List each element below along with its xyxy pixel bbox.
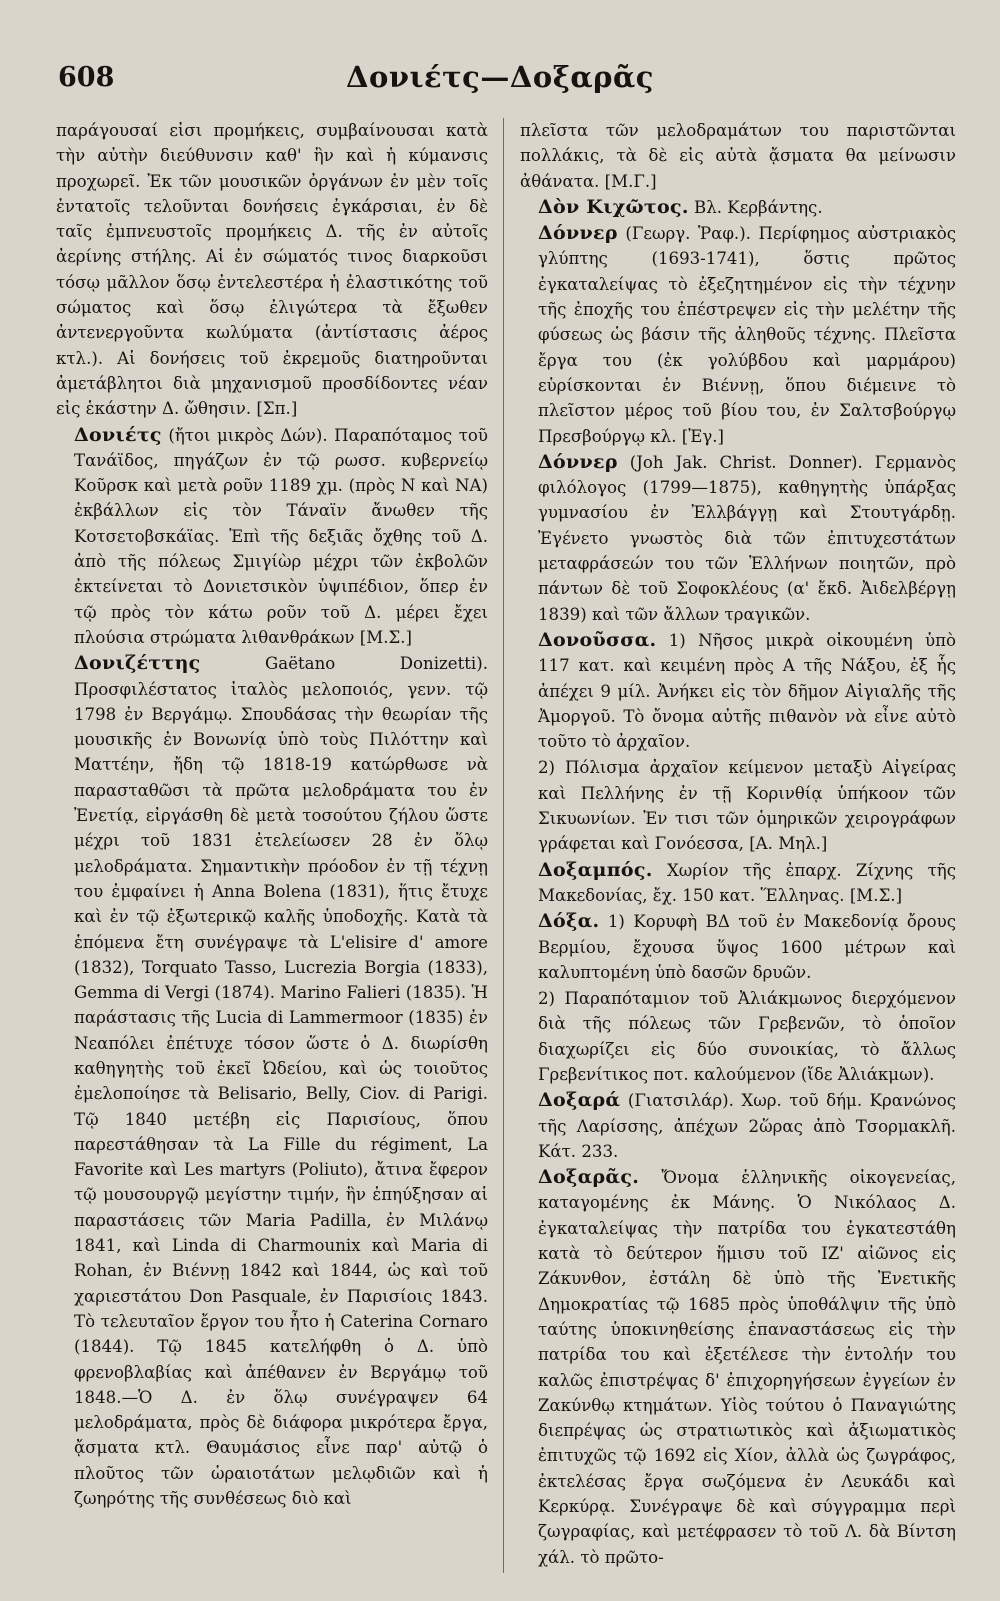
headword: Δὸν Κιχῶτος.: [538, 195, 689, 218]
entry-text: παράγουσαί εἰσι προμήκεις, συμβαίνουσαι κατὰ τὴν αὐτὴν διεύθυνσιν καθ' ἣν καὶ ἡ κύμανσις προχωρεῖ. Ἐκ τῶν μουσικῶν ὀργάνων ἐν μὲν τοῖς ἐντατοῖς τελοῦνται δονήσεις ἐγκάρσιαι, ἐν δὲ ταῖς ἐμπνευστοῖς προμήκεις Δ. τῆς ἐν αὐτοῖς ἀερίνης στήλης. Αἱ ἐν σώματός τινος διαρκοῦσι τόσῳ μᾶλλον ὅσῳ ἐντελεστέρα ἡ ἐλαστικότης τοῦ σώματος καὶ ὅσῳ ἐλιγώτερα τὰ ἔξωθεν ἀντενεργοῦντα κωλύματα (ἀντίστασις ἀέρος κτλ.). Αἱ δονήσεις τοῦ ἐκρεμοῦς διατηροῦνται ἀμετάβλητοι διὰ μηχανισμοῦ προσδίδοντες νέαν εἰς ἑκάστην Δ. ὤθησιν. [Σπ.]: [56, 121, 488, 419]
entry-don-quixote: [520, 195, 956, 220]
column-divider: [503, 118, 504, 1573]
entry-text: (Γιατσιλάρ). Χωρ. τοῦ δήμ. Κρανώνος τῆς Λαρίσσης, ἀπέχων 2ὥρας ἀπὸ Τσορμακλῆ. Κάτ. 233.: [538, 1091, 956, 1161]
headword: Δόννερ: [538, 450, 618, 473]
headword: Δοξαμπός.: [538, 858, 653, 881]
entry-text: Gaëtano Donizetti). Προσφιλέστατος ἰταλὸς μελοποιός, γενν. τῷ 1798 ἐν Βεργάμῳ. Σπουδάσας τὴν θεωρίαν τῆς μουσικῆς ἐν Βονωνίᾳ ὑπὸ τοὺς Πιλόττην καὶ Ματτέην, ἤδη τῷ 1818-19 κατώρθωσε νὰ παρασταθῶσι τὰ πρῶτα μελοδράματα του ἐν Ἐνετίᾳ, εἰργάσθη δὲ μετὰ τοσούτου ζήλου ὥστε μέχρι τοῦ 1831 ἐτελείωσεν 28 ἐν ὅλῳ μελοδράματα. Σημαντικὴν πρόοδον ἐν τῇ τέχνῃ του ἐμφαίνει ἡ Anna Bolena (1831), ἥτις ἔτυχε καὶ ἐν τῷ ἐξωτερικῷ καλῆς ὑποδοχῆς. Κατὰ τὰ ἑπόμενα ἔτη συνέγραψε τὰ L'elisire d' amore (1832), Torquato Tasso, Lucrezia Borgia (1833), Gemma di Vergi (1874). Marino Falieri (1835). Ἡ παράστασις τῆς Lucia di Lammermoor (1835) ἐν Νεαπόλει ἐπέτυχε τόσον ὥστε ὁ Δ. διωρίσθη καθηγητὴς τοῦ ἐκεῖ Ὠδείου, καὶ ὡς τοιοῦτος ἐμελοποίησε τὰ Belisario, Belly, Ciov. di Parigi. Τῷ 1840 μετέβη εἰς Παρισίους, ὅπου παρεστάθησαν τὰ La Fille du régiment, La Favorite καὶ Les martyrs (Poliuto), ἄτινα ἔφερον τῷ μουσουργῷ μεγίστην τιμήν, ἣν ἐπηύξησαν αἱ παραστάσεις τῶν Maria Padilla, ἐν Μιλάνῳ 1841, καὶ Linda di Charmounix καὶ Maria di Rohan, ἐν Βιέννῃ 1842 καὶ 1844, ὡς καὶ τοῦ χαριεστάτου Don Pasquale, ἐν Παρισίοις 1843. Τὸ τελευταῖον ἔργον του ἦτο ἡ Caterina Cornaro (1844). Τῷ 1845 κατελήφθη ὁ Δ. ὑπὸ φρενοβλαβίας καὶ ἀπέθανεν ἐν Βεργάμῳ τοῦ 1848.—Ὁ Δ. ἐν ὅλῳ συνέγραψεν 64 μελοδράματα, πρὸς δὲ διάφορα μικρότερα ἔργα, ᾄσματα κτλ. Θαυμάσιος εἶνε παρ' αὐτῷ ὁ πλοῦτος τῶν ὡραιοτάτων μελῳδιῶν καὶ ἡ ζωηρότης τῆς συνθέσεως διὸ καὶ: [74, 654, 488, 1509]
entry-continuation: [56, 118, 488, 422]
headword: Δονιζέττης: [74, 652, 201, 675]
headword: Δόξα.: [538, 910, 600, 933]
entry-text: (ἤτοι μικρὸς Δών). Παραπόταμος τοῦ Τανάϊδος, πηγάζων ἐν τῷ ρωσσ. κυβερνείῳ Κοῦρσκ καὶ μετὰ ροῦν 1189 χμ. (πρὸς Ν καὶ ΝΑ) ἐκβάλλων εἰς τὸν Τάναϊν ἄνωθεν τῆς Κοτσετοβσκάϊας. Ἐπὶ τῆς δεξιᾶς ὄχθης τοῦ Δ. ἀπὸ τῆς πόλεως Σμιγίὼρ μέχρι τῶν ἐκβολῶν ἐκτείνεται τὸ Δονιετσικὸν ὑψιπέδιον, ὅπερ ἐν τῷ πρὸς τὸν κάτω ροῦν τοῦ Δ. μέρει ἔχει πλούσια στρώματα λιθανθράκων [Μ.Σ.]: [74, 425, 488, 647]
headword: Δοξαρᾶς.: [538, 1166, 640, 1189]
entry-text: πλεῖστα τῶν μελοδραμάτων του παριστῶνται πολλάκις, τὰ δὲ εἰς αὐτὰ ᾄσματα θα μείνωσιν ἀθάνατα. [Μ.Γ.]: [520, 121, 956, 191]
entry-text: 1) Κορυφὴ ΒΔ τοῦ ἐν Μακεδονίᾳ ὄρους Βερμίου, ἔχουσα ὕψος 1600 μέτρων καὶ καλυπτομένη ὑπὸ δασῶν δρυῶν.: [538, 912, 956, 982]
entry-doxampos: [520, 858, 956, 909]
entry-donizetti: [56, 651, 488, 1511]
entry-donner-joh: [520, 450, 956, 627]
page-header: [0, 0, 1000, 110]
entry-donner-raph: [520, 221, 956, 449]
entry-text: (Γεωργ. Ῥαφ.). Περίφημος αὐστριακὸς γλύπτης (1693-1741), ὅστις πρῶτος ἐγκαταλείψας τὸ ἐξεζητημένον εἰς τὴν τέχνην τῆς ἐποχῆς του ἐπέστρεψεν εἰς τὴν μελέτην τῆς φύσεως ὡς βάσιν τῆς ἀληθοῦς τέχνης. Πλεῖστα ἔργα του (ἐκ γολύβδου καὶ μαρμάρου) εὑρίσκονται ἐν Βιέννῃ, ὅπου διέμεινε τὸ πλεῖστον μέρος τοῦ βίου του, ἐν Σαλτσβούργῳ Πρεσβούργῳ κλ. [Ἐγ.]: [538, 224, 956, 446]
headword: Δονιέτς: [74, 423, 162, 446]
entry-doxa: [520, 909, 956, 985]
page-number: 608: [58, 62, 115, 93]
right-column: [520, 118, 956, 1573]
entry-doxa-2: [520, 986, 956, 1087]
entry-doxaras: [520, 1165, 956, 1570]
entry-donoussa-2: [520, 755, 956, 856]
entry-donets: [56, 423, 488, 651]
entry-text: 2) Πόλισμα ἀρχαῖον κείμενον μεταξὺ Αἰγείρας καὶ Πελλήνης ἐν τῇ Κορινθίᾳ ὑπήκοον τῶν Σικυωνίων. Ἐν τισι τῶν ὁμηρικῶν χειρογράφων γράφεται καὶ Γονόεσσα, [Α. Μηλ.]: [538, 758, 956, 854]
entry-text: Χωρίον τῆς ἐπαρχ. Ζίχνης τῆς Μακεδονίας, ἔχ. 150 κατ. Ἕλληνας. [Μ.Σ.]: [538, 860, 956, 905]
headword: Δοξαρά: [538, 1089, 621, 1112]
headword: Δόννερ: [538, 222, 618, 245]
headword: Δονοῦσσα.: [538, 628, 657, 651]
entry-text: 1) Νῆσος μικρὰ οἰκουμένη ὑπὸ 117 κατ. καὶ κειμένη πρὸς Α τῆς Νάξου, ἐξ ἧς ἀπέχει 9 μίλ. Ἀνήκει εἰς τὸν δῆμον Αἰγιαλῆς τῆς Ἀμοργοῦ. Τὸ ὄνομα αὐτῆς πιθανὸν νὰ εἶνε αὐτὸ τοῦτο τὸ ἀρχαῖον.: [538, 630, 956, 752]
entry-text: Ὄνομα ἑλληνικῆς οἰκογενείας, καταγομένης ἐκ Μάνης. Ὁ Νικόλαος Δ. ἐγκαταλείψας τὴν πατρίδα του ἐγκατεστάθη κατὰ τὸ δεύτερον ἥμισυ τοῦ ΙΖ' αἰῶνος εἰς Ζάκυνθον, ἐστάλη δὲ ὑπὸ τῆς Ἐνετικῆς Δημοκρατίας τῷ 1685 πρὸς ὑποθάλψιν τῆς ὑπὸ ταύτης ὑποκινηθείσης ἐπαναστάσεως εἰς τὴν πατρίδα του καὶ ἐξετέλεσε τὴν ἐντολήν του καλῶς ἐπιστρέψας δ' ἐπιχορηγήσεων ἐγγείων ἐν Ζακύνθῳ κτημάτων. Υἱὸς τούτου ὁ Παναγιώτης διεπρέψας ὡς στρατιωτικὸς καὶ ἀξιωματικὸς ἐπιτυχῶς τῷ 1692 εἰς Χίον, ἀλλὰ ὡς ζωγράφος, ἐκτελέσας ἔργα σωζόμενα ἐν Λευκάδι καὶ Κερκύρᾳ. Συνέγραψε δὲ καὶ σύγγραμμα περὶ ζωγραφίας, καὶ μετέφρασεν τὸ τοῦ Λ. δὰ Βίντση χάλ. τὸ πρῶτο-: [538, 1168, 956, 1567]
entry-text: Βλ. Κερβάντης.: [694, 197, 823, 217]
entry-continuation: [520, 118, 956, 194]
running-title: Δονιέτς—Δοξαρᾶς: [346, 60, 654, 94]
entry-text: 2) Παραπόταμιον τοῦ Ἀλιάκμωνος διερχόμενον διὰ τῆς πόλεως τῶν Γρεβενῶν, τὸ ὁποῖον διαχωρίζει εἰς δύο συνοικίας, τὸ ἄλλως Γρεβενίτικος ποτ. καλούμενον (ἴδε Ἀλιάκμων).: [538, 989, 956, 1084]
left-column: [56, 118, 488, 1573]
entry-donoussa: [520, 628, 956, 754]
entry-doxara: [520, 1088, 956, 1164]
entry-text: (Joh Jak. Christ. Donner). Γερμανὸς φιλόλογος (1799—1875), καθηγητὴς ὑπάρξας γυμνασίου ἐν Ἐλλβάγγῃ καὶ Στουτγάρδῃ. Ἐγένετο γνωστὸς διὰ τῶν ἐπιτυχεστάτων μεταφράσεών του τῶν Ἑλλήνων ποιητῶν, πρὸ πάντων δὲ τοῦ Σοφοκλέους (α' ἔκδ. Ἀιδελβέργῃ 1839) καὶ τῶν ἄλλων τραγικῶν.: [538, 452, 956, 624]
